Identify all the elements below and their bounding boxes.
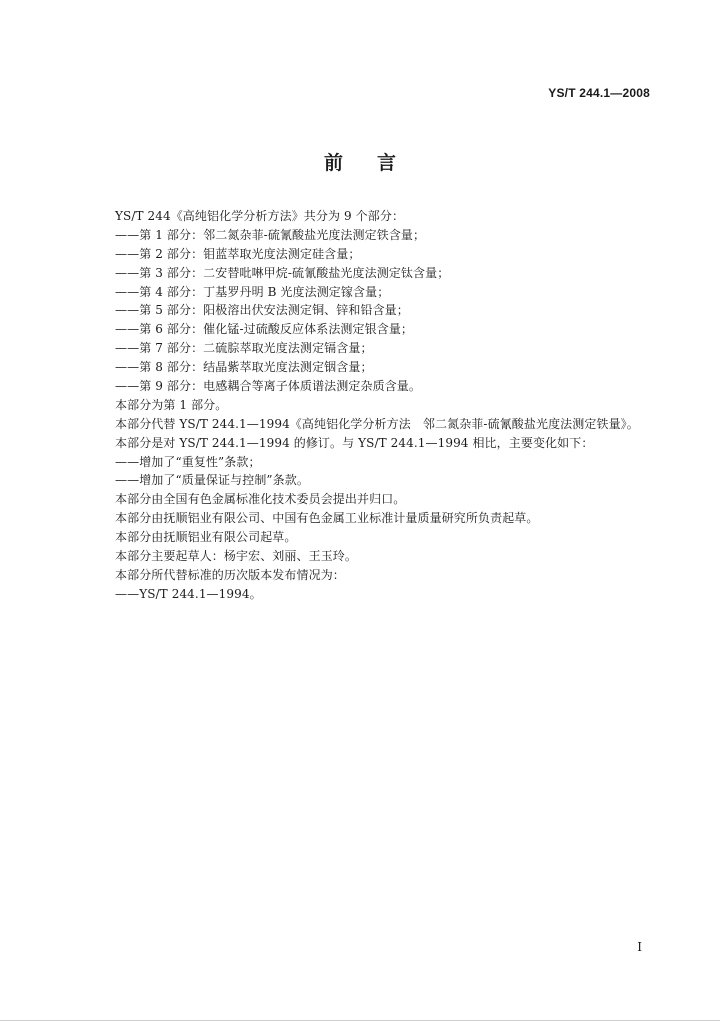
text-line: ——第 6 部分：催化锰-过硫酸反应体系法测定银含量； [115,322,414,337]
text-line: 本部分主要起草人：杨宇宏、刘丽、王玉玲。 [115,549,358,564]
bottom-divider [0,1020,720,1021]
text-line: 本部分所代替标准的历次版本发布情况为： [115,567,345,582]
text-line: ——第 7 部分：二硫腙萃取光度法测定镉含量； [115,341,373,356]
text-line: ——第 9 部分：电感耦合等离子体质谱法测定杂质含量。 [115,379,421,394]
text-line: 本部分为第 1 部分。 [115,397,228,412]
text-line: ——第 4 部分：丁基罗丹明 B 光度法测定镓含量； [115,284,390,299]
text-line: 本部分由抚顺铝业有限公司起草。 [115,530,297,545]
document-code: YS/T 244.1—2008 [548,86,650,100]
text-line: 本部分由抚顺铝业有限公司、中国有色金属工业标准计量质量研究所负责起草。 [115,511,539,526]
text-line: ——第 1 部分：邻二氮杂菲-硫氰酸盐光度法测定铁含量； [115,227,426,242]
text-line: ——第 2 部分：钼蓝萃取光度法测定硅含量； [115,246,361,261]
text-line: YS/T 244《高纯铝化学分析方法》共分为 9 个部分： [115,209,405,223]
text-line: 本部分是对 YS/T 244.1—1994 的修订。与 YS/T 244.1—1994 相比，主要变化如下： [115,435,594,450]
page-number: I [637,940,642,954]
text-line: 本部分由全国有色金属标准化技术委员会提出并归口。 [115,492,406,507]
text-line: ——第 8 部分：结晶紫萃取光度法测定铟含量； [115,360,373,375]
page-title: 前言 [323,152,430,174]
text-line: ——第 5 部分：阳极溶出伏安法测定铜、锌和铅含量； [115,303,409,318]
text-line: ——YS/T 244.1—1994。 [115,586,262,601]
foreword-body [115,207,675,604]
text-line: ——增加了“重复性”条款； [115,454,261,469]
text-line: ——第 3 部分：二安替吡啉甲烷-硫氰酸盐光度法测定钛含量； [115,265,450,280]
text-line: 本部分代替 YS/T 244.1—1994《高纯铝化学分析方法 邻二氮杂菲-硫氰酸盐光度法测定铁量》。 [115,416,639,431]
text-line: ——增加了“质量保证与控制”条款。 [115,473,309,488]
